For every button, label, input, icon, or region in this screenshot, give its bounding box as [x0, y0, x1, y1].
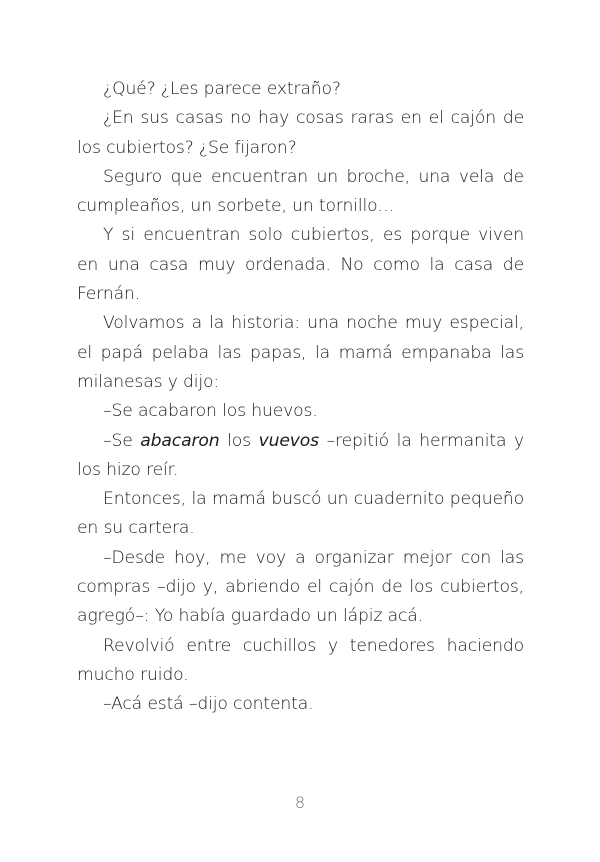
text-run: ¿Qué? ¿Les parece extraño? — [103, 79, 341, 99]
paragraph — [77, 75, 524, 104]
story-text — [77, 75, 524, 720]
text-run: –Desde hoy, me voy a organizar mejor con las compras –dijo y, abriendo el cajón de los cubiertos, agregó–: Yo había guardado un lápiz acá. — [77, 547, 524, 627]
text-run: –repitió la hermanita y los hizo reír. — [77, 430, 524, 480]
dialogue-line — [77, 427, 524, 486]
dialogue-line — [77, 397, 524, 426]
italic-word: vuevos — [258, 430, 319, 451]
text-run: –Se — [103, 430, 141, 451]
text-run: –Se acabaron los huevos. — [103, 401, 318, 422]
dialogue-line — [77, 544, 524, 632]
paragraph — [77, 104, 524, 163]
paragraph — [77, 632, 524, 691]
text-run: Entonces, la mamá buscó un cuadernito pequeño en su cartera. — [77, 489, 524, 539]
text-run: ¿En sus casas no hay cosas raras en el cajón de los cubiertos? ¿Se fijaron? — [77, 108, 524, 158]
text-run: los — [219, 430, 259, 451]
paragraph — [77, 163, 524, 222]
dialogue-line — [77, 690, 524, 719]
paragraph — [77, 309, 524, 397]
italic-word: abacaron — [140, 430, 220, 451]
text-run: Revolvió entre cuchillos y tenedores haciendo mucho ruido. — [77, 635, 524, 685]
text-run: –Acá está –dijo contenta. — [103, 694, 314, 715]
text-run: Y si encuentran solo cubiertos, es porque viven en una casa muy ordenada. No como la casa de Fernán. — [77, 225, 524, 305]
page-number: 8 — [294, 793, 306, 812]
text-run: Volvamos a la historia: una noche muy especial, el papá pelaba las papas, la mamá empanaba las milanesas y dijo: — [77, 313, 524, 392]
paragraph — [77, 485, 524, 544]
text-run: Seguro que encuentran un broche, una vela de cumpleaños, un sorbete, un tornillo… — [77, 166, 524, 217]
paragraph — [77, 221, 524, 309]
